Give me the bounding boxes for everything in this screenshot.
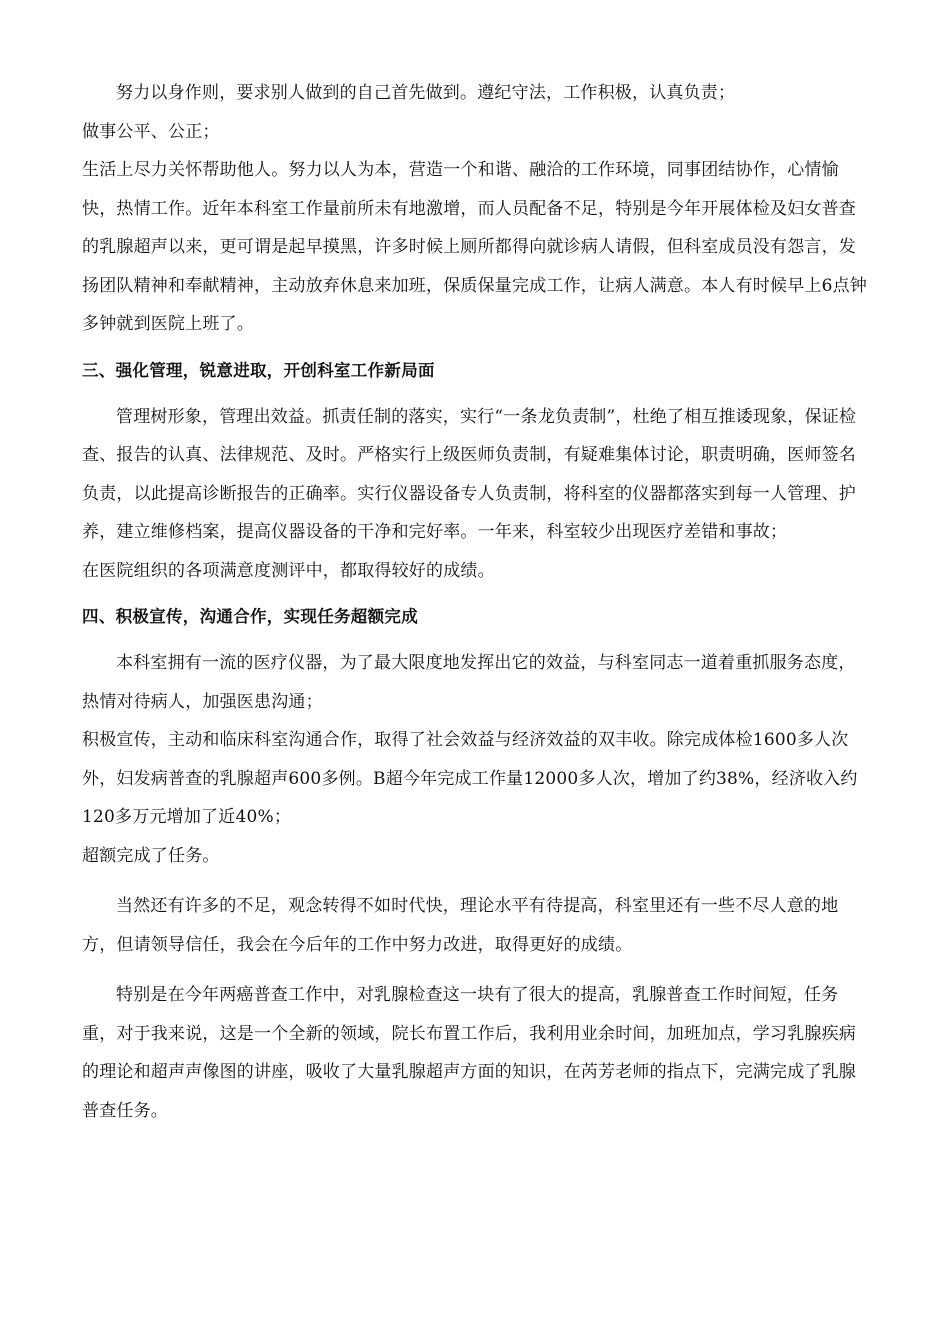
paragraph: 特别是在今年两癌普查工作中，对乳腺检查这一块有了很大的提高，乳腺普查工作时间短，任务重，对于我来说，这是一个全新的领域，院长布置工作后，我利用业余时间，加班加点，学习乳腺疾病的理论和超声声像图的讲座，吸收了大量乳腺超声方面的知识，在芮芳老师的指点下，完满完成了乳腺普查任务。 bbox=[82, 985, 856, 1121]
paragraph: 生活上尽力关怀帮助他人。努力以人为本，营造一个和谐、融洽的工作环境，同事团结协作，心情愉快，热情工作。近年本科室工作量前所未有地激增，而人员配备不足，特别是今年开展体检及妇女普查的乳腺超声以来，更可谓是起早摸黑，许多时候上厕所都得向就诊病人请假，但科室成员没有怨言，发扬团队精神和奉献精神，主动放弃休息来加班，保质保量完成工作，让病人满意。本人有时候早上6点钟多钟就到医院上班了。 bbox=[82, 160, 868, 334]
section-heading: 三、强化管理，锐意进取，开创科室工作新局面 bbox=[82, 360, 435, 380]
paragraph: 做事公平、公正； bbox=[82, 121, 220, 142]
paragraph: 积极宣传，主动和临床科室沟通合作，取得了社会效益与经济效益的双丰收。除完成体检1600多人次外，妇发病普查的乳腺超声600多例。B超今年完成工作量12000多人次，增加了约38%，经济收入约120多万元增加了近40%； bbox=[82, 730, 858, 827]
paragraph: 当然还有许多的不足，观念转得不如时代快，理论水平有待提高，科室里还有一些不尽人意的地方，但请领导信任，我会在今后年的工作中努力改进，取得更好的成绩。 bbox=[82, 896, 839, 955]
paragraph: 管理树形象，管理出效益。抓责任制的落实，实行“一条龙负责制”，杜绝了相互推诿现象，保证检查、报告的认真、法律规范、及时。严格实行上级医师负责制，有疑难集体讨论，职责明确，医师签名负责，以此提高诊断报告的正确率。实行仪器设备专人负责制，将科室的仪器都落实到每一人管理、护养，建立维修档案，提高仪器设备的干净和完好率。一年来，科室较少出现医疗差错和事故； bbox=[82, 406, 857, 542]
section-heading: 四、积极宣传，沟通合作，实现任务超额完成 bbox=[82, 607, 418, 626]
paragraph: 超额完成了任务。 bbox=[82, 845, 220, 866]
paragraph: 本科室拥有一流的医疗仪器，为了最大限度地发挥出它的效益，与科室同志一道着重抓服务态度，热情对待病人，加强医患沟通； bbox=[82, 653, 856, 712]
paragraph: 努力以身作则，要求别人做到的自己首先做到。遵纪守法，工作积极，认真负责； bbox=[116, 83, 736, 103]
paragraph: 在医院组织的各项满意度测评中，都取得较好的成绩。 bbox=[82, 560, 495, 581]
document-body bbox=[82, 74, 868, 1130]
